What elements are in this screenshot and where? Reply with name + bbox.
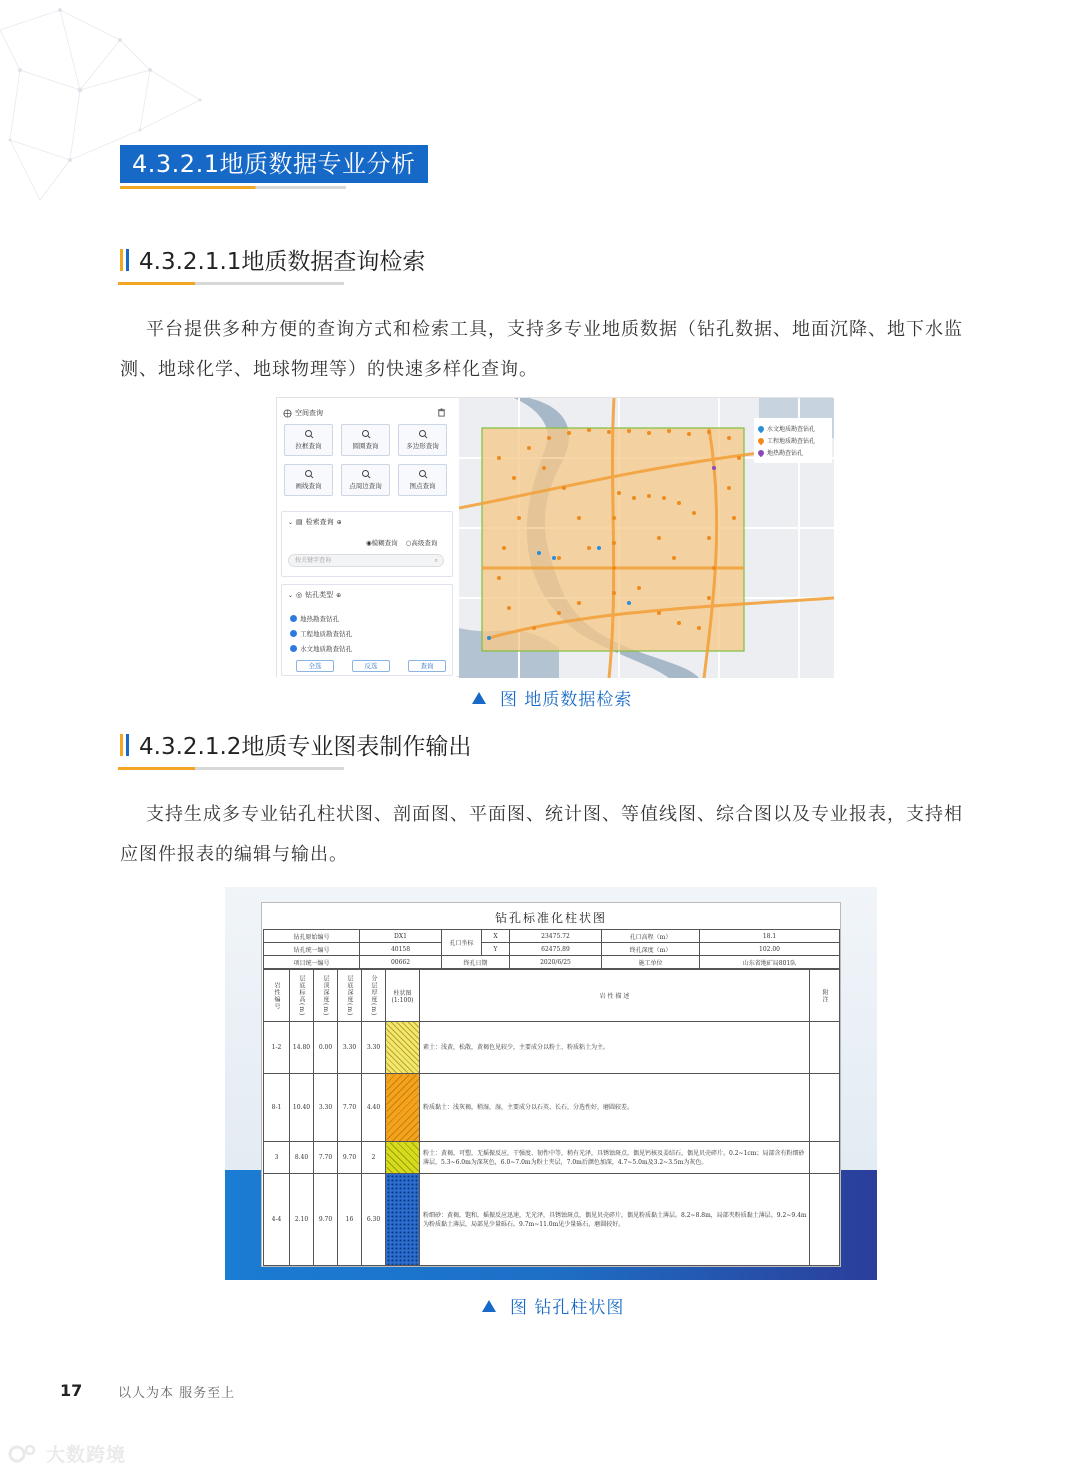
map-view[interactable] bbox=[459, 398, 834, 678]
retrieve-box bbox=[281, 511, 453, 577]
globe-icon bbox=[283, 409, 292, 418]
map-pin-icon bbox=[757, 436, 765, 444]
section-title: 4.3.2.1地质数据专业分析 bbox=[120, 145, 428, 183]
strata-header-row: 岩性编号 层底标高(m) 层顶深度(m) 层底深度(m) 分层厚度(m) 柱状图(1:100) 岩 性 描 述 附注 bbox=[264, 970, 840, 1022]
subsection-title-2 bbox=[120, 728, 471, 761]
triangle-icon bbox=[482, 1300, 496, 1312]
borehole-type-box bbox=[281, 584, 453, 676]
title-bar-icon bbox=[120, 734, 129, 756]
info-table: 钻孔原始编号 DX1 孔口坐标 X 23475.72 孔口高程（m） 18.1 钻孔统一编号 40158 Y 62475.89 终孔深度（m） 102.00 项目统一编号 00662 终孔日期 2020/6/25 施工单位 山东省地矿局801队 bbox=[263, 929, 840, 969]
legend-item-geothermal: 地热勘查钻孔 bbox=[758, 448, 828, 457]
lithology-pattern-fill bbox=[386, 1074, 420, 1142]
magnifier-icon bbox=[361, 429, 371, 439]
strata-table bbox=[263, 969, 840, 1266]
subsection-underline-1 bbox=[118, 282, 344, 285]
advanced-query-radio[interactable]: ○高级查询 bbox=[405, 539, 438, 547]
title-bar-icon bbox=[120, 249, 129, 271]
magnifier-icon bbox=[418, 429, 428, 439]
point-around-query-button[interactable]: 点周边查询 bbox=[341, 464, 390, 496]
circle-query-button[interactable]: 圆圈查询 bbox=[341, 424, 390, 456]
paragraph-2: 支持生成多专业钻孔柱状图、剖面图、平面图、统计图、等值线图、综合图以及专业报表，支持相应图件报表的编辑与输出。 bbox=[120, 804, 963, 865]
type-checkbox-geothermal[interactable]: 地热勘查钻孔 bbox=[290, 614, 339, 623]
legend-item-hydro: 水文地质勘查钻孔 bbox=[758, 424, 828, 433]
magnifier-icon bbox=[304, 469, 314, 479]
column-chart-title: 钻孔标准化柱状图 bbox=[494, 911, 607, 925]
invert-selection-button[interactable]: 反选 bbox=[352, 660, 390, 672]
type-checkbox-hydrological[interactable]: 水文地质勘查钻孔 bbox=[290, 644, 352, 653]
section-title-underline bbox=[120, 186, 346, 189]
magnifier-icon bbox=[304, 429, 314, 439]
lithology-pattern-fill bbox=[386, 1022, 420, 1074]
subsection-underline-2 bbox=[118, 767, 344, 770]
map-pin-icon bbox=[757, 424, 765, 432]
retrieve-header: ⌄ ▤ 检索查询 ⊕ bbox=[288, 518, 342, 526]
type-checkbox-engineering[interactable]: 工程地质勘查钻孔 bbox=[290, 629, 352, 638]
subsection-title-1-text: 4.3.2.1.1地质数据查询检索 bbox=[139, 249, 426, 275]
figure-caption-1: 图 地质数据检索 bbox=[472, 685, 632, 710]
table-row: 1-2 14.80 0.00 3.30 3.30 素土：浅黄，松散，黄褐色见较少，主要成分以粉土、粉质粘土为主。 bbox=[264, 1022, 840, 1074]
document-search-icon: ▤ bbox=[296, 518, 303, 526]
page-number: 17 bbox=[60, 1381, 83, 1400]
polygon-query-button[interactable]: 多边形查询 bbox=[398, 424, 447, 456]
figure-caption-2: 图 钻孔柱状图 bbox=[482, 1293, 624, 1318]
map-point-query-button[interactable]: 图点查询 bbox=[398, 464, 447, 496]
lithology-pattern-fill bbox=[386, 1174, 420, 1266]
legend-item-engineering: 工程地质勘查钻孔 bbox=[758, 436, 828, 445]
query-button[interactable]: 查询 bbox=[408, 660, 446, 672]
type-header: ⌄ ◎ 钻孔类型 ⊕ bbox=[288, 591, 342, 599]
spatial-query-header: 空间查询 bbox=[283, 408, 323, 418]
query-panel bbox=[277, 398, 457, 678]
box-query-button[interactable]: 拉框查询 bbox=[284, 424, 333, 456]
lithology-pattern-fill bbox=[386, 1142, 420, 1174]
keyword-search-input[interactable]: 按关键字查询 ⌕ bbox=[288, 554, 444, 567]
subsection-title-1 bbox=[120, 243, 425, 276]
line-query-button[interactable]: 画线查询 bbox=[284, 464, 333, 496]
fuzzy-query-radio[interactable]: ◉模糊查询 bbox=[366, 539, 398, 547]
magnifier-icon bbox=[418, 469, 428, 479]
table-row: 8-1 10.40 3.30 7.70 4.40 粉质黏土：浅灰褐，稍湿，湿，主要成分以石英、长石，分选性好，磨圆较差。 bbox=[264, 1074, 840, 1142]
figure-geo-data-retrieval bbox=[276, 397, 833, 677]
chevron-down-icon[interactable]: ⌄ bbox=[288, 518, 294, 526]
figure-borehole-column-chart bbox=[225, 887, 877, 1280]
magnifier-icon bbox=[361, 469, 371, 479]
column-chart-sheet bbox=[261, 902, 841, 1267]
table-row: 4-4 2.10 9.70 16 6.30 粉细砂：黄褐，饱和，摇振反应迅速，无光泽，具锈蚀斑点，偶见贝壳碎片，偶见粉质黏土薄层。8.2~8.8m，局部夹粉质黏土薄层。9.2~9.4m为粉质黏土薄层，局部见少量砾石。9.7m~11.0m见少量砾石，磨圆较好。 bbox=[264, 1174, 840, 1266]
chevron-down-icon[interactable]: ⌄ bbox=[288, 591, 294, 599]
map-legend bbox=[754, 418, 832, 463]
info-icon: ⊕ bbox=[336, 518, 342, 526]
layers-icon: ◎ bbox=[296, 591, 303, 599]
watermark: 大数跨境 bbox=[8, 1440, 126, 1467]
info-icon: ⊕ bbox=[336, 591, 342, 599]
footer-slogan: 以人为本 服务至上 bbox=[118, 1386, 236, 1401]
subsection-title-2-text: 4.3.2.1.2地质专业图表制作输出 bbox=[139, 734, 472, 760]
table-row: 3 8.40 7.70 9.70 2 粉土：黄褐，可塑，无摇振反应，干强度、韧性中等，稍有光泽，具锈蚀斑点，偶见钙核及姜结石，偶见贝壳碎片。0.2~1cm；局部含有粉细砂薄层，5.3~6.0m为深灰色，6.0~7.0m为粉土夹层，7.0m后颜色加深，4.7~5.0m及3.2~3.5m为灰色。 bbox=[264, 1142, 840, 1174]
query-mode-radios bbox=[366, 538, 437, 547]
search-icon[interactable]: ⌕ bbox=[434, 557, 438, 564]
triangle-icon bbox=[472, 692, 486, 704]
watermark-logo-icon bbox=[8, 1442, 42, 1466]
paragraph-1: 平台提供多种方便的查询方式和检索工具，支持多专业地质数据（钻孔数据、地面沉降、地下水监测、地球化学、地球物理等）的快速多样化查询。 bbox=[120, 319, 963, 380]
trash-icon[interactable] bbox=[437, 408, 446, 417]
select-all-button[interactable]: 全选 bbox=[296, 660, 334, 672]
map-pin-icon bbox=[757, 448, 765, 456]
